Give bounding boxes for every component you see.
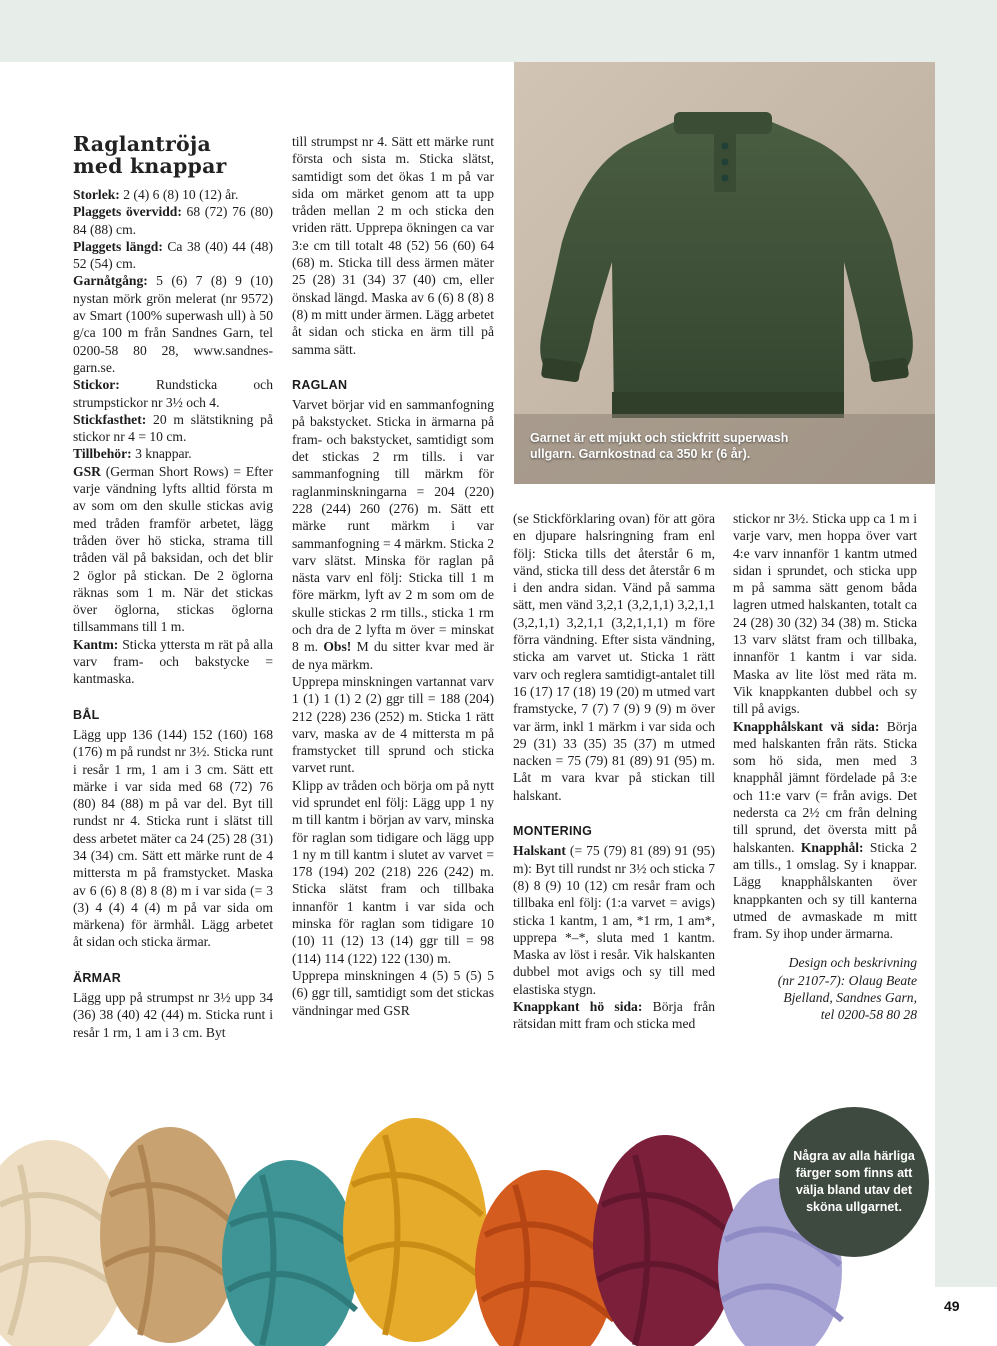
yarn-skein-teal [222,1160,358,1346]
text-column-4 [733,510,917,1024]
photo-caption: Garnet är ett mjukt och stickfritt superwash ullgarn. Garnkostnad ca 350 kr (6 år). [530,431,789,461]
neckband-instructions: Halskant (= 75 (79) 81 (89) 91 (95) m): Byt till rundst nr 3½ och sticka 7 (8) 8 (9) 10 (12) cm resår fram och tillbaka enl följ: (1:a varvet = avigs) sticka 1 kantm, 1 am, *1 rm, 1 am*, upprepa *–*, sluta med 1 kantm. Maska av löst i resår. Vik halskanten dubbel mot avigs och sy till med elastiska stygn. [513,843,715,997]
raglan-repeat: Upprepa minskningen vartannat varv 1 (1) 1 (1) 2 (2) ggr till = 188 (204) 212 (228) 236 (252) m. Sticka 1 rätt varv, maska av de 4 mittersta m på framstycket till sprund och sticka varvet runt. [292,673,494,776]
buttonband-instructions: Knappkant hö sida: Börja från rätsidan mitt fram och sticka med [513,999,715,1032]
neckline-instructions: (se Stickförklaring ovan) för att göra en djupare halsringning fram enl följ: Sticka tills det återstår 6 m, vänd, sticka till dess det återstår 6 m i den andra sidan. Vänd på samma sätt, men vänd 3,2,1 (3,2,1,1) 3,2,1,1 (3,2,1,1) 3,2,1,1 (3,2,1,1,1) m före förra vändning. Efter sista vändning, sticka am varvet ut. Sticka 1 rätt varv och reglera samtidigt-antalet till 16 (17) 17 (18) 19 (20) m utmed vart framstycke, 7 (7) 7 (9) 9 (9) m över var ärm, inkl 1 märkm i var sida och 29 (31) 33 (35) 35 (37) m utmed nacken = 75 (79) 81 (89) 91 (95) m. Låt m vara kvar på stickan till halskant. [513,511,715,803]
heading-body: BÅL [73,707,100,722]
spec-gauge: Stickfasthet: 20 m slätstikning på stickor nr 4 = 10 cm. [73,411,273,445]
spec-length: Plaggets längd: Ca 38 (40) 44 (48) 52 (54) cm. [73,238,273,272]
body-instructions: Lägg upp 136 (144) 152 (160) 168 (176) m på rundst nr 3½. Sticka runt i resår 1 rm, 1 am i 3 cm. Sätt ett märke i var sida med 68 (72) 76 (80) 84 (88) m på var del. Byt till rundst nr 4. Sticka runt i slätst till dess arbetet mäter ca 24 (25) 28 (31) 34 (34) cm. Sätt ett märke runt de 4 mittersta m på framstycket. Maska av 6 (6) 8 (8) 8 (8) m i var sida (= 3 (3) 4 (4) 4 (4) m på var sida om märkena) för ärmhål. Lägg arbetet åt sidan och sticka ärmar. [73,726,273,950]
yarn-skein-burgundy [593,1135,737,1346]
sleeves-instructions: Lägg upp på strumpst nr 3½ upp 34 (36) 38 (40) 42 (44) m. Sticka runt i resår 1 rm, 1 am i 3 cm. Byt [73,990,273,1040]
top-margin-strip [0,0,997,62]
spec-notions: Tillbehör: 3 knappar. [73,446,192,462]
spec-gsr: GSR (German Short Rows) = Efter varje vändning lyfts alltid första m av som om den skulle stickas avig med tråden framför arbetet, lägg tråden över hö sticka, strama till tråden väl på baksidan, och det blir 2 öglor på stickan. De 2 öglorna räknas som 1 m. När det stickas över öglorna, stickas öglorna tillsammans till 1 m. [73,463,273,635]
spec-yarn: Garnåtgång: 5 (6) 7 (8) 9 (10) nystan mörk grön melerat (nr 9572) av Smart (100% superwash ull) à 50 g/ca 100 m från Sandnes Garn, tel 0200-58 80 28, www.sandnes-garn.se. [73,273,273,375]
yarn-skein-tan [100,1127,240,1343]
sweater-photo [514,62,935,484]
raglan-instructions: Varvet börjar vid en sammanfogning på bakstycket. Sticka in ärmarna på fram- och bakstycket, samtidigt som det stickas 2 rm tills. i var sammanfogning till märkm för raglanminskningarna = 204 (220) 228 (244) 260 (276) m. Sätt ett märke runt märkm i var sammanfogning = 4 märkm. Sticka 2 varv slätst. Minska för raglan på nästa varv enl följ: Sticka till 1 m före märkm, lyft av 2 m som om de skulle stickas 2 rm tills., sticka 1 rm och dra de 2 lyfta m över = minskat 8 m. Obs! M du sitter kvar med är de nya märkm. [292,397,494,672]
spacer [733,942,917,954]
right-margin-strip [935,62,997,1287]
colors-badge [779,1107,929,1257]
button-3 [722,175,729,182]
design-credit-4: tel 0200-58 80 28 [820,1007,917,1023]
heading-sleeves: ÄRMAR [73,970,122,985]
design-credit-2: (nr 2107-7): Olaug Beate [777,972,917,988]
spec-size: Storlek: 2 (4) 6 (8) 10 (12) år. [73,187,239,202]
page-number: 49 [944,1298,960,1314]
buttonhole-band: Knapphålskant vä sida: Börja med halskanten från räts. Sticka som hö sida, men med 3 knapphål jämnt fördelade på 3:e och 11:e varv (= från avigs. Det nedersta ca 2½ cm från delning till sprund, det översta mitt på halskanten. Knapphål: Sticka 2 am tills., 1 omslag. Sy i knappar. Lägg knapphålskanten över knappkanten och sy till kanterna utmed de avmaskade m mitt fram. Sy ihop under ärmarna. [733,718,918,942]
buttonband-continued: stickor nr 3½. Sticka upp ca 1 m i varje varv, men hoppa över vart 4:e varv innanför 1 kantm utmed sidan i sprundet, och sticka upp m på samma sätt genom båda lagren utmed halskanten, totalt ca 24 (28) 30 (32) 34 (38) m. Sticka 13 varv slätst fram och tillbaka, innanför 1 kantm i var sida. Maska av lite löst med räta m. Vik knappkanten dubbel och sy till på avigs. [733,511,917,717]
yarn-skein-yellow [343,1118,487,1342]
heading-assembly: MONTERING [513,824,593,839]
button-1 [722,143,729,150]
badge-text: Några av alla härliga färger som finns att välja bland utav det sköna ullgarnet. [793,1149,915,1214]
design-credit-1: Design och beskrivning [788,955,917,971]
text-column-2 [292,133,494,1019]
title-text: Raglantröja med knappar [73,132,227,178]
spec-chest: Plaggets övervidd: 68 (72) 76 (80) 84 (88) cm. [73,204,274,237]
sleeves-continued: till strumpst nr 4. Sätt ett märke runt första och sista m. Sticka slätst, samtidigt som det ökas 1 m på var sida om märket genom att ta upp tråden mellan 2 m och sticka den vriden rätt. Upprepa ökningen ca var 3:e cm till totalt 48 (52) 56 (60) 64 (68) m. Sticka till dess ärmen mäter 25 (28) 31 (34) 37 (40) cm, eller önskad längd. Maska av 6 (6) 8 (8) 8 (8) m mitt under ärmen. Lägg arbetet åt sidan och sticka en ärm till på samma sätt. [292,134,494,357]
raglan-shortrows: Upprepa minskningen 4 (5) 5 (5) 5 (6) ggr till, samtidigt som det stickas vändningar med GSR [292,967,494,1018]
text-column-3 [513,510,715,1033]
spec-edge: Kantm: Sticka yttersta m rät på alla varv fram- och bakstycke = kantmaska. [73,636,273,687]
article-title [73,133,283,177]
design-credit-3: Bjelland, Sandnes Garn, [783,990,917,1006]
button-2 [722,159,729,166]
raglan-placket: Klipp av tråden och börja om på nytt vid sprundet enl följ: Lägg upp 1 ny m till kantm i början av varv, minska för raglan som tidigare och lägg upp 1 ny m till kantm i slutet av varvet = 178 (194) 202 (218) 226 (242) m. Sticka slätst fram och tillbaka innanför 1 kantm i var sida och minska för raglan som tidigare 10 (10) 11 (12) 13 (14) ggr till = 98 (114) 114 (122) 122 (130) m. [292,777,494,966]
text-column-1 [73,186,273,1041]
heading-raglan: RAGLAN [292,377,348,392]
spec-needles: Stickor: Rundsticka och strumpstickor nr 3½ och 4. [73,377,273,410]
